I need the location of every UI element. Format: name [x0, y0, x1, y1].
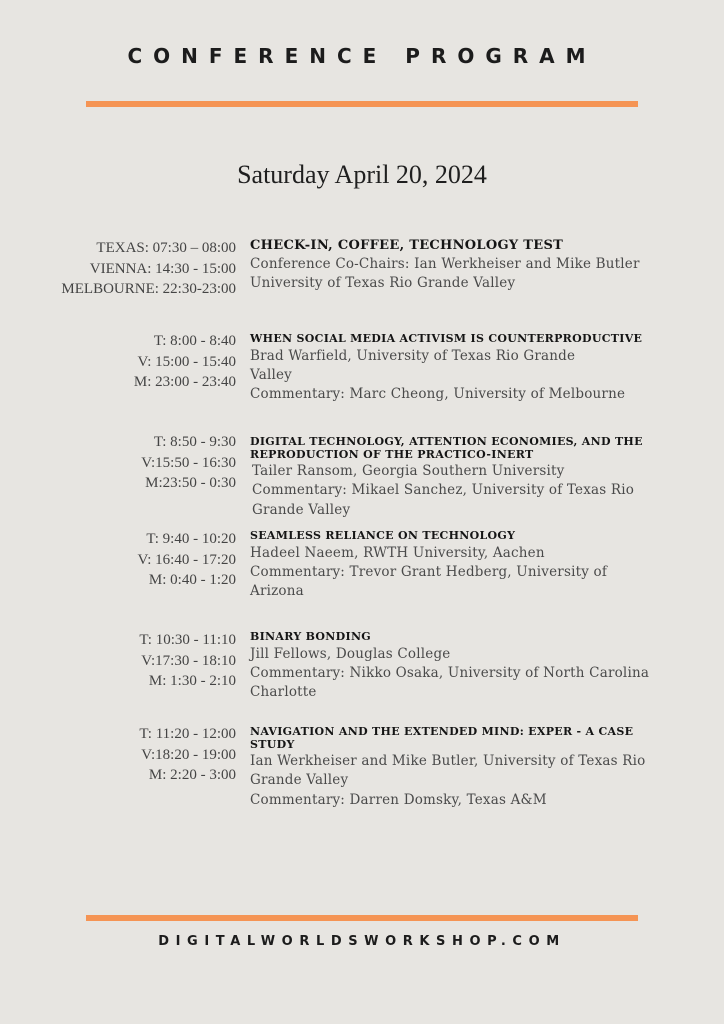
time-vienna: V: 16:40 - 17:20	[137, 551, 236, 568]
time-texas: TEXAS: 07:30 – 08:00	[96, 240, 236, 256]
session-info	[250, 436, 670, 520]
session-detail: Commentary: Marc Cheong, University of Melbourne	[250, 386, 626, 403]
session-title: WHEN SOCIAL MEDIA ACTIVISM IS COUNTERPRODUCTIVE	[250, 332, 643, 345]
session-detail: Valley	[250, 366, 293, 383]
time-melbourne: MELBOURNE: 22:30-23:00	[61, 281, 236, 297]
session-info	[250, 631, 670, 702]
time-vienna: V: 15:00 - 15:40	[137, 353, 236, 370]
session-title-line: DIGITAL TECHNOLOGY, ATTENTION ECONOMIES, AND THE	[250, 435, 643, 448]
session-title: CHECK-IN, COFFEE, TECHNOLOGY TEST	[250, 238, 564, 253]
session-detail: Grande Valley	[250, 772, 349, 789]
time-melbourne: M: 23:00 - 23:40	[133, 374, 236, 390]
session-detail: Ian Werkheiser and Mike Butler, University of Texas Rio	[250, 753, 646, 769]
session-info	[250, 726, 670, 810]
session-detail: Brad Warfield, University of Texas Rio Grande	[250, 347, 576, 364]
session-detail: Commentary: Trevor Grant Hedberg, University of	[250, 563, 608, 580]
time-vienna: V:18:20 - 19:00	[141, 746, 236, 763]
time-vienna: VIENNA: 14:30 - 15:00	[89, 260, 236, 277]
time-melbourne: M: 2:20 - 3:00	[148, 767, 236, 783]
session-detail: Charlotte	[250, 684, 317, 701]
time-melbourne: M: 1:30 - 2:10	[148, 673, 236, 689]
top-divider	[86, 101, 638, 107]
time-texas: T: 11:20 - 12:00	[139, 726, 236, 742]
session-detail: Jill Fellows, Douglas College	[250, 645, 451, 662]
session-detail: Commentary: Darren Domsky, Texas A&M	[250, 791, 547, 808]
session-times	[0, 529, 236, 591]
session-title: BINARY BONDING	[250, 630, 371, 643]
session-times	[0, 331, 236, 393]
time-melbourne: M: 0:40 - 1:20	[148, 572, 236, 588]
session-detail: Commentary: Mikael Sanchez, University of Texas Rio	[252, 482, 635, 499]
website-link[interactable]: DIGITALWORLDSWORKSHOP.COM	[158, 934, 566, 949]
time-texas: T: 8:50 - 9:30	[153, 434, 236, 450]
session-info	[250, 238, 670, 294]
time-vienna: V:15:50 - 16:30	[141, 454, 236, 471]
session-title-line: NAVIGATION AND THE EXTENDED MIND: EXPER - A CASE	[250, 725, 634, 738]
time-vienna: V:17:30 - 18:10	[141, 652, 236, 669]
session-title	[250, 726, 670, 751]
page-title: CONFERENCE PROGRAM	[127, 44, 597, 68]
session-times	[0, 724, 236, 786]
session-detail: University of Texas Rio Grande Valley	[250, 275, 516, 292]
time-texas: T: 9:40 - 10:20	[146, 531, 236, 547]
event-date: Saturday April 20, 2024	[237, 160, 487, 189]
session-info	[250, 530, 670, 601]
session-title-line: REPRODUCTION OF THE PRACTICO-INERT	[250, 447, 534, 461]
session-detail: Commentary: Nikko Osaka, University of North Carolina	[250, 664, 650, 681]
session-info	[250, 333, 670, 404]
session-times	[0, 630, 236, 692]
session-times	[0, 238, 236, 300]
session-detail: Arizona	[250, 583, 304, 600]
session-times	[0, 432, 236, 494]
session-title: SEAMLESS RELIANCE ON TECHNOLOGY	[250, 529, 516, 542]
session-title	[250, 436, 670, 461]
session-title-line: STUDY	[250, 737, 295, 751]
session-detail: Hadeel Naeem, RWTH University, Aachen	[250, 544, 545, 561]
bottom-divider	[86, 915, 638, 921]
time-texas: T: 8:00 - 8:40	[153, 333, 236, 349]
time-texas: T: 10:30 - 11:10	[139, 632, 236, 648]
session-detail: Grande Valley	[252, 501, 351, 518]
session-detail: Conference Co-Chairs: Ian Werkheiser and Mike Butler	[250, 256, 640, 272]
session-detail: Tailer Ransom, Georgia Southern University	[252, 463, 565, 479]
time-melbourne: M:23:50 - 0:30	[145, 475, 236, 491]
